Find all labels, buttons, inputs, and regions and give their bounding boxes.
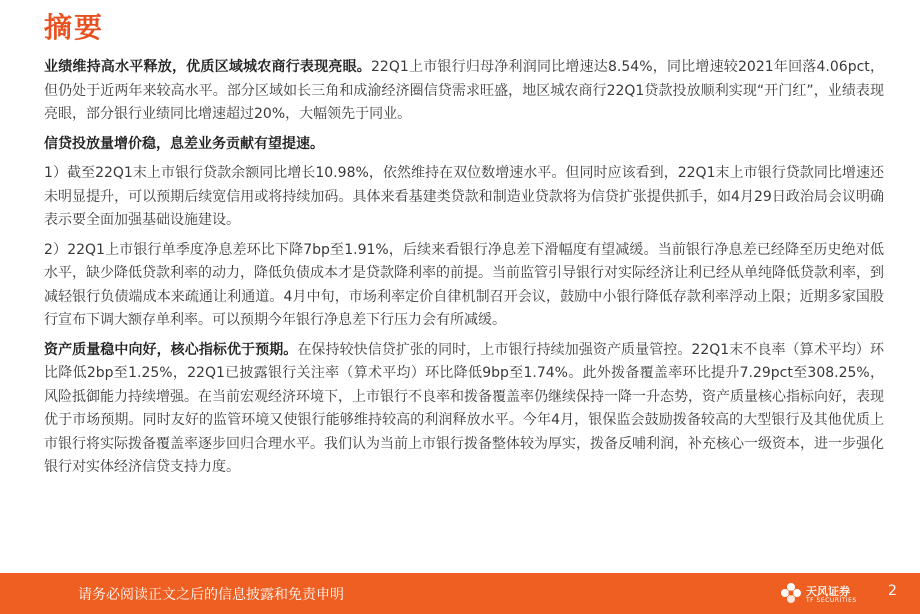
paragraph-text: 在保持较快信贷扩张的同时，上市银行持续加强资产质量管控。22Q1末不良率（算术平均）环比降低2bp至1.25%，22Q1已披露银行关注率（算术平均）环比降低9bp至1.74%。此外拨备覆盖率环比提升7.29pct至308.25%，风险抵御能力持续增强。在当前宏观经济环境下，上市银行不良率和拨备覆盖率仍继续保持一降一升态势，资产质量核心指标向好，表现优于市场预期。同时友好的监管环境又使银行能够维持较高的利润释放水平。今年4月，银保监会鼓励拨备较高的大型银行及其他优质上市银行将实际拨备覆盖率逐步回归合理水平。我们认为当前上市银行拨备整体较为厚实，拨备反哺利润，补充核心一级资本，进一步强化银行对实体经济信贷支持力度。: [44, 341, 884, 475]
footer-bar: [0, 573, 920, 614]
flower-logo-icon: [780, 582, 802, 604]
paragraph-heading: 资产质量稳中向好，核心指标优于预期。: [44, 341, 298, 358]
paragraph-loans: [44, 162, 884, 233]
paragraph-asset-quality: [44, 339, 884, 480]
paragraph-text: 1）截至22Q1末上市银行贷款余额同比增长10.98%，依然维持在双位数增速水平。但同时应该看到，22Q1末上市银行贷款同比增速还未明显提升，可以预期后续宽信用或将持续加码。具体来看基建类贷款和制造业贷款将为信贷扩张提供抓手，如4月29日政治局会议明确表示要全面加强基础设施建设。: [44, 165, 884, 228]
logo-name-cn: 天风证券: [806, 585, 850, 598]
page-title: 摘要: [44, 11, 105, 44]
paragraph-credit-heading: [44, 133, 884, 157]
brand-logo: [780, 580, 872, 608]
paragraph-text: 22Q1上市银行归母净利润同比增速达8.54%，同比增速较2021年回落4.06pct，但仍处于近两年来较高水平。部分区域如长三角和成渝经济圈信贷需求旺盛，地区城农商行22Q1贷款投放顺利实现“开门红”，业绩表现亮眼，部分银行业绩同比增速超过20%，大幅领先于同业。: [44, 59, 884, 122]
paragraph-earnings: [44, 56, 884, 127]
paragraph-heading: 信贷投放量增价稳，息差业务贡献有望提速。: [44, 135, 324, 152]
disclaimer-link[interactable]: 请务必阅读正文之后的信息披露和免责申明: [78, 587, 344, 603]
logo-name-en: TF SECURITIES: [806, 597, 857, 604]
summary-body: [44, 56, 884, 486]
paragraph-text: 2）22Q1上市银行单季度净息差环比下降7bp至1.91%，后续来看银行净息差下滑幅度有望减缓。当前银行净息差已经降至历史绝对低水平，缺少降低贷款利率的动力，降低负债成本才是贷款降利率的前提。当前监管引导银行对实际经济让利已经从单纯降低贷款利率，到减轻银行负债端成本来疏通让利通道。4月中旬，市场利率定价自律机制召开会议，鼓励中小银行降低存款利率浮动上限；近期多家国股行宣布下调大额存单利率。可以预期今年银行净息差下行压力会有所减缓。: [44, 241, 884, 328]
page-number: 2: [888, 583, 897, 599]
paragraph-heading: 业绩维持高水平释放，优质区域城农商行表现亮眼。: [44, 59, 372, 75]
paragraph-nim: [44, 239, 884, 333]
